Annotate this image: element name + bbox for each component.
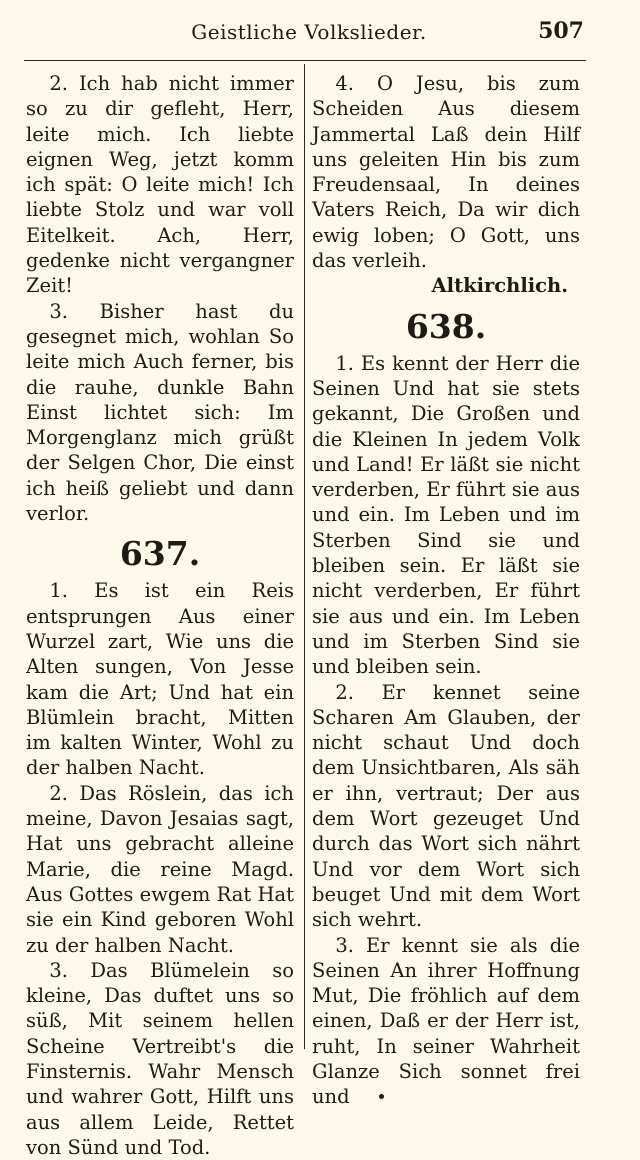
stanza-638-1: 1. Es kennt der Herr die Seinen Und hat sie stets gekannt, Die Großen und die Kleinen In jedem Volk und Land! Er läßt sie nicht verderben, Er führt sie aus und ein. Im Leben und im Sterben Sind sie und bleiben sein. Er läßt sie nicht verderben, Er führt sie aus und ein. Im Leben und im Sterben Sind sie und bleiben sein. (312, 351, 580, 679)
hymn-number-638: 638. (405, 306, 487, 346)
stanza-636-2: 2. Ich hab nicht immer so zu dir gefleht, Herr, leite mich. Ich liebte eignen Weg, jetzt komm ich spät: O leite mich! Ich liebte Stolz und war voll Eitelkeit. Ach, Herr, gedenke nicht vergangner Zeit! (26, 72, 294, 298)
stanza-637-2: 2. Das Röslein, das ich meine, Davon Jesaias sagt, Hat uns gebracht alleine Marie, die reine Magd. Aus Gottes ewgem Rat Hat sie ein Kind geboren Wohl zu der halben Nacht. (26, 781, 294, 957)
stanza-638-2: 2. Er kennet seine Scharen Am Glauben, der nicht schaut Und doch dem Unsichtbaren, Als säh er ihn, vertraut; Der aus dem Wort gezeuget Und durch das Wort sich nährt Und vor dem Wort sich beuget Und mit dem Wort sich wehrt. (312, 680, 580, 932)
left-column (26, 71, 294, 1160)
stanza-636-3: 3. Bisher hast du gesegnet mich, wohlan So leite mich Auch ferner, bis die rauhe, dunkle Bahn Einst lichtet sich: Im Morgenglanz mich grüßt der Selgen Chor, Die einst ich heiß geliebt und dann verlor. (26, 299, 294, 526)
footer-dot (379, 1094, 384, 1099)
hymn-number-637: 637. (119, 534, 201, 574)
page-number: 507 (538, 18, 584, 44)
right-column (312, 71, 580, 1110)
stanza-637-3: 3. Das Blümelein so kleine, Das duftet uns so süß, Mit seinem hellen Scheine Vertreibt's die Finsternis. Wahr Mensch und wahrer Gott, Hilft uns aus allem Leide, Rettet von Sünd und Tod. (26, 958, 294, 1159)
stanza-637-1: 1. Es ist ein Reis entsprungen Aus einer Wurzel zart, Wie uns die Alten sungen, Von Jesse kam die Art; Und hat ein Blümlein bracht, Mitten im kalten Winter, Wohl zu der halben Nacht. (26, 579, 294, 780)
running-title: Geistliche Volkslieder. (191, 20, 427, 44)
stanza-638-3: 3. Er kennt sie als die Seinen An ihrer Hoffnung Mut, Die fröhlich auf dem einen, Daß er der Herr ist, ruht, In seiner Wahrheit Glanze Sich sonnet frei und (312, 933, 580, 1109)
stanza-636-4: 4. O Jesu, bis zum Scheiden Aus diesem Jammertal Laß dein Hilf uns geleiten Hin bis zum Freudensaal, In deines Vaters Reich, Da wir dich ewig loben; O Gott, uns das verleih. (312, 72, 580, 273)
header-rule (24, 60, 586, 61)
column-divider (304, 64, 305, 1049)
attribution: Altkirchlich. (431, 274, 568, 298)
page-header (34, 14, 584, 54)
